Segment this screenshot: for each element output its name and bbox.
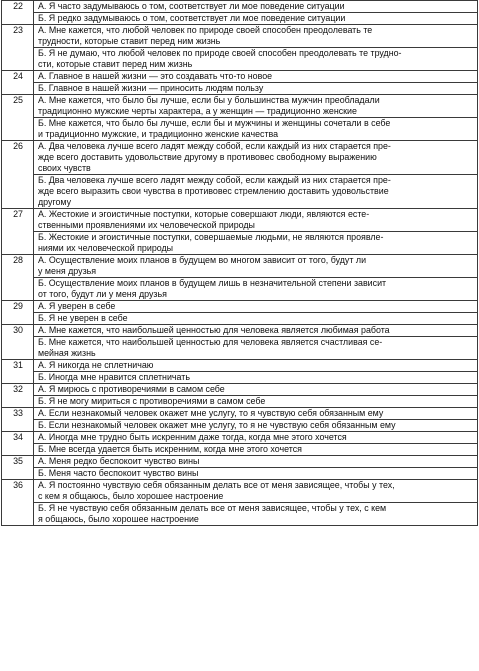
answer-option-a: А. Я мирюсь с противоречиями в самом себе [34, 384, 478, 396]
question-row [2, 420, 478, 432]
question-row [2, 337, 478, 360]
question-number: 35 [2, 456, 34, 480]
question-row [2, 468, 478, 480]
question-row [2, 175, 478, 209]
answer-option-b: Б. Я не могу мириться с противоречиями в самом себе [34, 396, 478, 408]
question-row [2, 232, 478, 255]
answer-option-a: А. Мне кажется, что любой человек по природе своей способен преодолевать те трудности, которые ставит перед ним жизнь [34, 25, 478, 48]
question-row [2, 396, 478, 408]
answer-option-b: Б. Мне кажется, что наибольшей ценностью для человека является счастливая се- мейная жизнь [34, 337, 478, 360]
question-row [2, 25, 478, 48]
answer-option-b: Б. Два человека лучше всего ладят между собой, если каждый из них старается пре- жде всего выразить свои чувства в противовес стремлению доставить удовольствие другому [34, 175, 478, 209]
answer-option-a: А. Иногда мне трудно быть искренним даже тогда, когда мне этого хочется [34, 432, 478, 444]
question-number: 36 [2, 480, 34, 526]
question-row [2, 301, 478, 313]
question-row [2, 503, 478, 526]
question-row [2, 360, 478, 372]
question-number: 31 [2, 360, 34, 384]
answer-option-a: А. Мне кажется, что было бы лучше, если бы у большинства мужчин преобладали традиционно мужские черты характера, а у женщин — традиционно женские [34, 95, 478, 118]
question-number: 24 [2, 71, 34, 95]
question-row [2, 95, 478, 118]
answer-option-a: А. Я часто задумываюсь о том, соответствует ли мое поведение ситуации [34, 1, 478, 13]
answer-option-b: Б. Главное в нашей жизни — приносить людям пользу [34, 83, 478, 95]
question-number: 32 [2, 384, 34, 408]
question-row [2, 372, 478, 384]
answer-option-a: А. Два человека лучше всего ладят между собой, если каждый из них старается пре- жде всего доставить удовольствие другому в противовес свободному выражению своих чувств [34, 141, 478, 175]
answer-option-b: Б. Я не чувствую себя обязанным делать все от меня зависящее, чтобы у тех, с кем я общаюсь, было хорошее настроение [34, 503, 478, 526]
answer-option-b: Б. Я редко задумываюсь о том, соответствует ли мое поведение ситуации [34, 13, 478, 25]
questionnaire-body [2, 1, 478, 526]
questionnaire-table [1, 0, 478, 526]
answer-option-b: Б. Я не думаю, что любой человек по природе своей способен преодолевать те трудно- сти, которые ставит перед ним жизнь [34, 48, 478, 71]
question-row [2, 1, 478, 13]
question-row [2, 13, 478, 25]
question-row [2, 255, 478, 278]
question-number: 23 [2, 25, 34, 71]
question-row [2, 408, 478, 420]
question-number: 26 [2, 141, 34, 209]
question-row [2, 432, 478, 444]
question-row [2, 118, 478, 141]
question-number: 34 [2, 432, 34, 456]
answer-option-a: А. Осуществление моих планов в будущем во многом зависит от того, будут ли у меня друзья [34, 255, 478, 278]
answer-option-b: Б. Если незнакомый человек окажет мне услугу, то я не чувствую себя обязанным ему [34, 420, 478, 432]
question-row [2, 456, 478, 468]
answer-option-b: Б. Иногда мне нравится сплетничать [34, 372, 478, 384]
answer-option-b: Б. Меня часто беспокоит чувство вины [34, 468, 478, 480]
question-number: 30 [2, 325, 34, 360]
question-row [2, 278, 478, 301]
question-row [2, 480, 478, 503]
answer-option-a: А. Главное в нашей жизни — это создавать что-то новое [34, 71, 478, 83]
answer-option-b: Б. Мне кажется, что было бы лучше, если бы и мужчины и женщины сочетали в себе и традиционно мужские, и традиционно женские качества [34, 118, 478, 141]
answer-option-a: А. Если незнакомый человек окажет мне услугу, то я чувствую себя обязанным ему [34, 408, 478, 420]
question-row [2, 48, 478, 71]
question-row [2, 444, 478, 456]
question-row [2, 141, 478, 175]
answer-option-a: А. Я никогда не сплетничаю [34, 360, 478, 372]
answer-option-a: А. Жестокие и эгоистичные поступки, которые совершают люди, являются есте- ственными проявлениями их человеческой природы [34, 209, 478, 232]
answer-option-b: Б. Осуществление моих планов в будущем лишь в незначительной степени зависит от того, будут ли у меня друзья [34, 278, 478, 301]
question-number: 33 [2, 408, 34, 432]
answer-option-a: А. Я уверен в себе [34, 301, 478, 313]
question-number: 29 [2, 301, 34, 325]
answer-option-a: А. Меня редко беспокоит чувство вины [34, 456, 478, 468]
question-number: 25 [2, 95, 34, 141]
question-number: 27 [2, 209, 34, 255]
question-row [2, 325, 478, 337]
question-row [2, 384, 478, 396]
question-number: 28 [2, 255, 34, 301]
question-row [2, 71, 478, 83]
answer-option-b: Б. Мне всегда удается быть искренним, когда мне этого хочется [34, 444, 478, 456]
question-row [2, 83, 478, 95]
answer-option-b: Б. Жестокие и эгоистичные поступки, совершаемые людьми, не являются проявле- ниями их человеческой природы [34, 232, 478, 255]
question-row [2, 209, 478, 232]
question-row [2, 313, 478, 325]
answer-option-a: А. Мне кажется, что наибольшей ценностью для человека является любимая работа [34, 325, 478, 337]
answer-option-a: А. Я постоянно чувствую себя обязанным делать все от меня зависящее, чтобы у тех, с кем я общаюсь, было хорошее настроение [34, 480, 478, 503]
question-number: 22 [2, 1, 34, 25]
answer-option-b: Б. Я не уверен в себе [34, 313, 478, 325]
